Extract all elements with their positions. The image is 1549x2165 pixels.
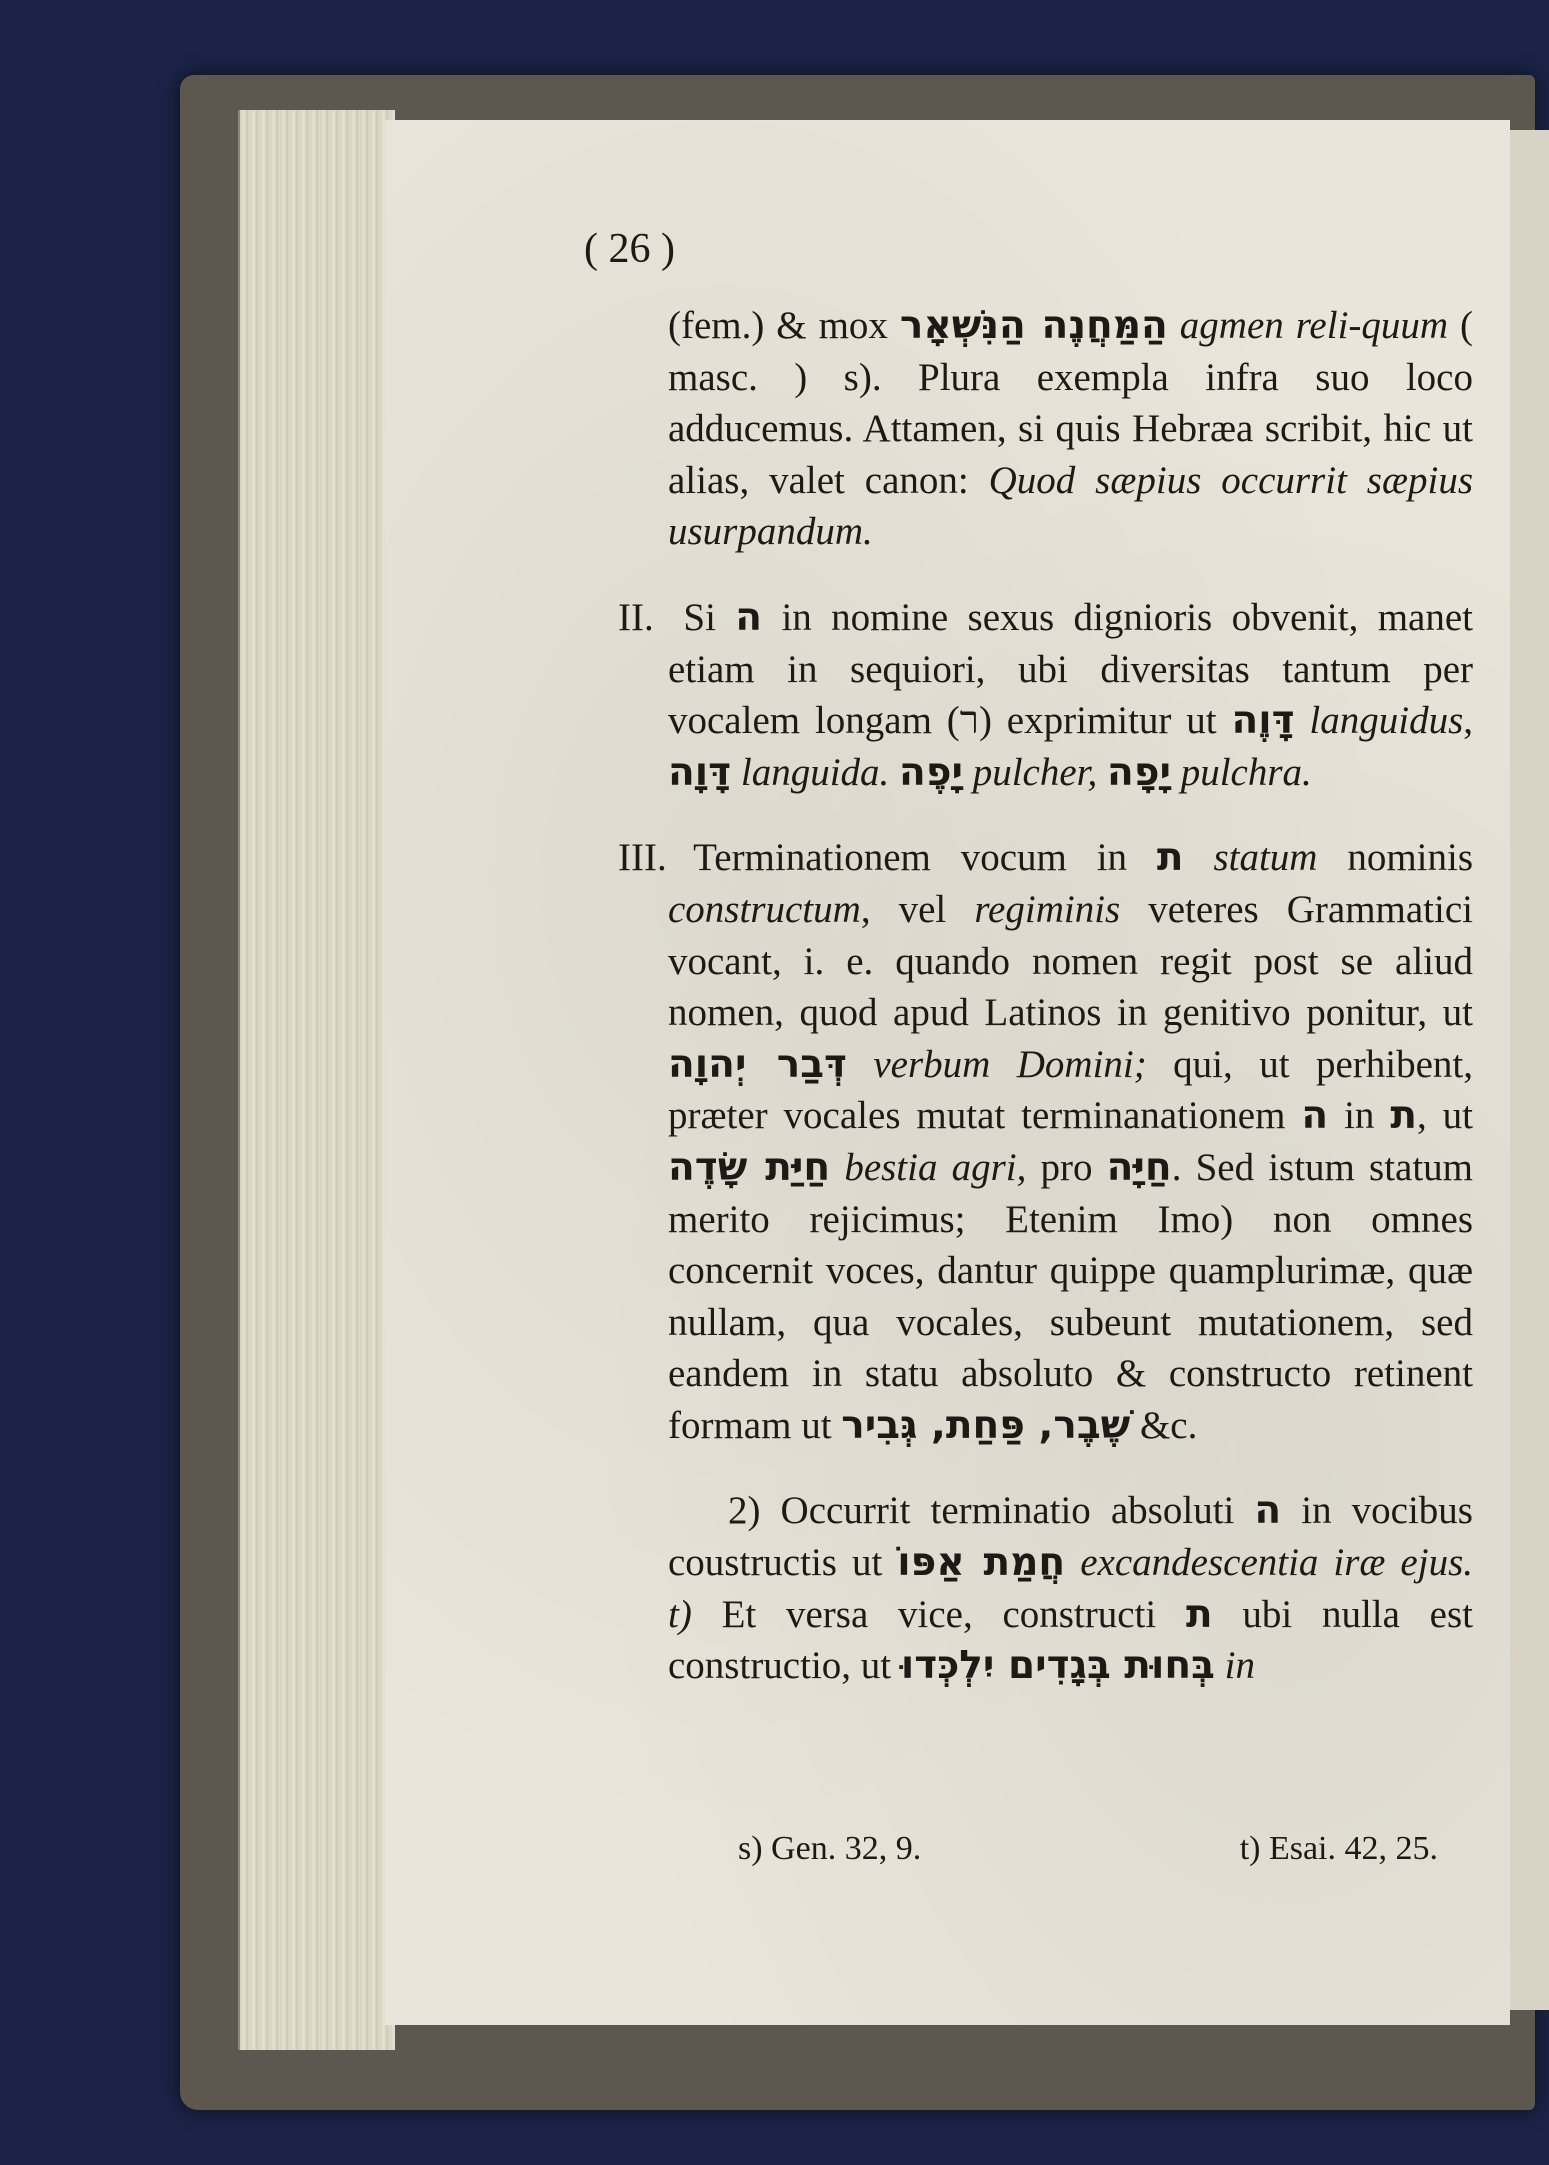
body-text [618,300,1474,1692]
footnote-t: t) Esai. 42, 25. [1239,1830,1438,1867]
page-stack [238,110,395,2050]
paragraph-4: 2) Occurrit terminatio absoluti ה in vocibus coustructis ut חֲמַת אַפּוֹ excandescentia iræ ejus. t) Et versa vice, constructi ת ubi nulla est constructio, ut בְּחוּת בְּגָדִים יִלְכְּדוּ in [668,1488,1474,1689]
paragraph-2: II. Si ה in nomine sexus dignioris obvenit, manet etiam in sequiori, ubi diversitas tantum per vocalem longam (ר) exprimitur ut דָּוֶה languidus, דָּוָה languida. יָפֶה pulcher, יָפָה pulchra. [668,592,1473,798]
section-number: III. [618,836,667,880]
hebrew-text: הַמַּחֲנֶה הַנִּשְׁאָר [899,303,1168,348]
page-header [0,225,1549,273]
paragraph-1: (fem.) & mox הַמַּחֲנֶה הַנִּשְׁאָר agmen reli-quum ( masc. ) s). Plura exempla infra suo loco adducemus. Attamen, si quis Hebræa scribit, hic ut alias, valet canon: Quod sæpius occurrit sæpius usurpandum. [668,303,1474,554]
section-number: II. [618,595,654,639]
footnotes [738,1830,1438,1868]
page-number: ( 26 ) [584,226,675,272]
facing-page-edge [1505,130,1549,2010]
footnote-s: s) Gen. 32, 9. [738,1830,922,1867]
paragraph-3: III. Terminationem vocum in ת statum nominis constructum, vel regiminis veteres Grammatici vocant, i. e. quando nomen regit post se aliud nomen, quod apud Latinos in genitivo ponitur, ut דְּבַר יְהוָה verbum Domini; qui, ut perhibent, præter vocales mutat terminanationem ה in ת, ut חַיַּת שָׂדֶה bestia agri, pro חַיָּה. Sed istum statum merito rejicimus; Etenim Imo) non omnes concernit voces, dantur quippe quamplurimæ, quæ nullam, qua vocales, subeunt mutationem, sed eandem in statu absoluto & constructo retinent formam ut שֶׁבֶר, פַּחַת, גְּבִיר &c. [668,832,1473,1451]
